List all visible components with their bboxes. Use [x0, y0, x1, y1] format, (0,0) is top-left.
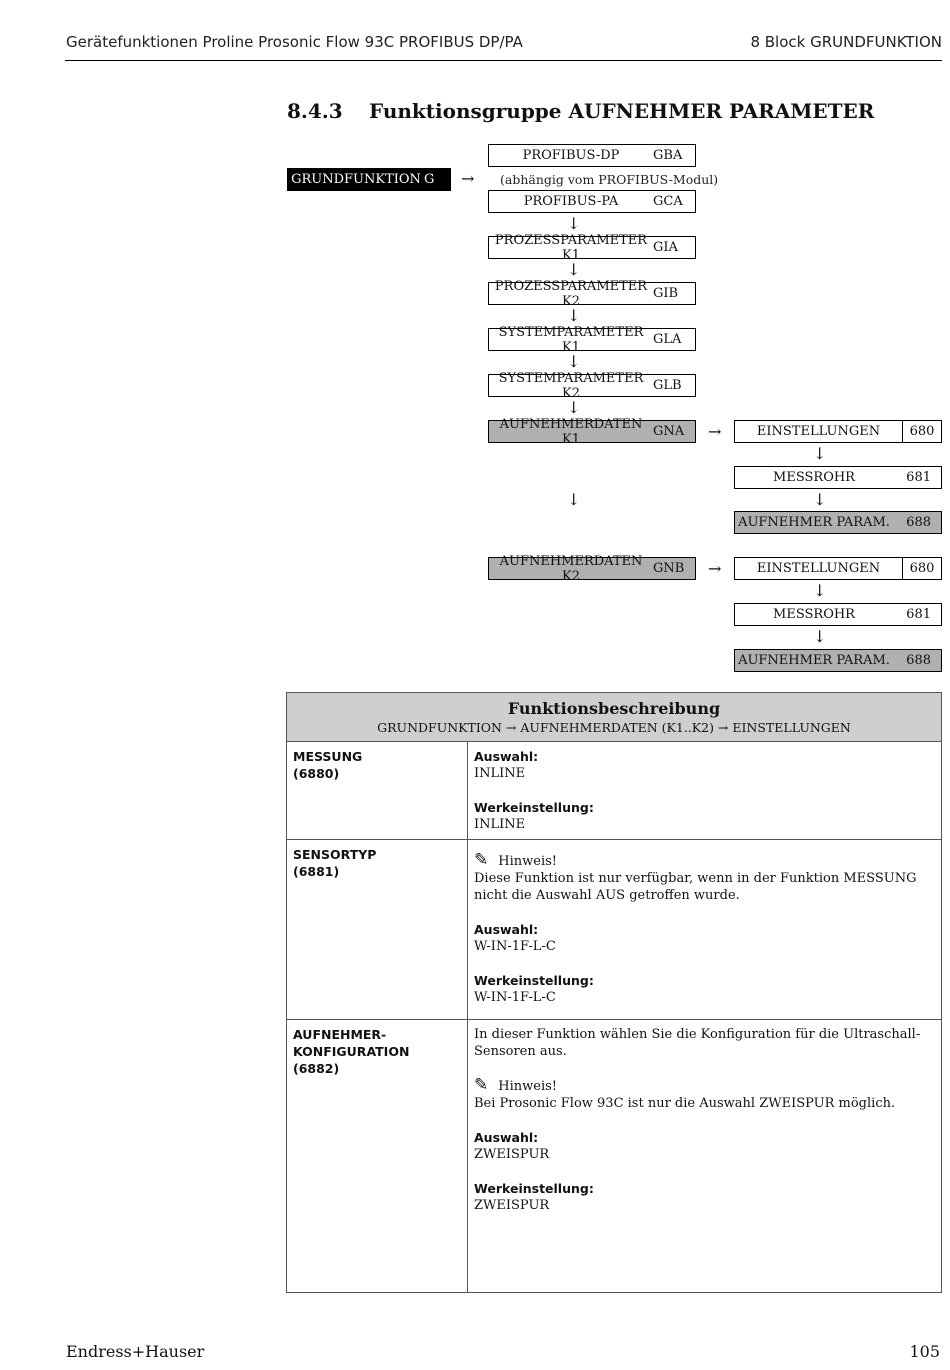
arrow-down: ↓ — [813, 581, 827, 600]
table-title: Funktionsbeschreibung — [507, 699, 721, 718]
function-box-aufnehmer-param-k1 — [734, 511, 942, 534]
section-title: Funktionsgruppe AUFNEHMER PARAMETER — [369, 99, 875, 123]
arrow-down: ↓ — [567, 214, 581, 233]
table-header — [287, 693, 942, 742]
running-header-right: 8 Block GRUNDFUNKTION — [750, 33, 942, 51]
function-code: (6881) — [293, 864, 340, 879]
choice-label: Auswahl: — [474, 1130, 539, 1145]
arrow-down: ↓ — [813, 444, 827, 463]
function-number: 680 — [902, 421, 941, 442]
function-number: 681 — [906, 607, 931, 622]
group-code: GIB — [653, 286, 679, 301]
hint-label: Hinweis! — [498, 1079, 557, 1094]
arrow-down: ↓ — [567, 260, 581, 279]
group-label: AUFNEHMERDATEN K2 — [499, 553, 643, 584]
footer-brand: Endress+Hauser — [66, 1342, 205, 1361]
running-header-left: Gerätefunktionen Proline Prosonic Flow 93C PROFIBUS DP/PA — [66, 33, 523, 51]
root-label: GRUNDFUNKTION — [291, 172, 421, 187]
arrow-down: ↓ — [567, 306, 581, 325]
intro-text: In dieser Funktion wählen Sie die Konfiguration für die Ultraschall-Sensoren aus. — [474, 1027, 921, 1059]
function-label: MESSROHR — [773, 470, 855, 485]
table-row-messung — [287, 742, 942, 840]
arrow-right-k2: → — [708, 559, 722, 578]
profibus-note: (abhängig vom PROFIBUS-Modul) — [500, 172, 719, 187]
section-number: 8.4.3 — [287, 99, 343, 123]
root-box-grundfunktion — [287, 168, 451, 191]
pencil-icon: ✎ — [474, 850, 489, 870]
default-label: Werkeinstellung: — [474, 800, 594, 815]
function-number: 681 — [906, 470, 931, 485]
root-code: G — [424, 172, 435, 187]
choice-label: Auswahl: — [474, 922, 539, 937]
arrow-down: ↓ — [567, 490, 581, 509]
hint-label: Hinweis! — [498, 854, 557, 869]
function-name-cell — [287, 742, 468, 840]
function-number: 688 — [906, 515, 931, 530]
group-box-systemparameter-k2 — [488, 370, 696, 401]
group-label: SYSTEMPARAMETER K2 — [498, 370, 644, 401]
arrow-down: ↓ — [567, 352, 581, 371]
default-value: INLINE — [474, 817, 526, 832]
hint-text: Diese Funktion ist nur verfügbar, wenn in der Funktion MESSUNG nicht die Auswahl AUS getroffen wurde. — [474, 871, 917, 903]
function-description-table — [286, 692, 942, 1293]
header-rule — [65, 60, 942, 61]
choice-value: W-IN-1F-L-C — [474, 939, 556, 954]
hint-line — [474, 1077, 935, 1095]
function-number: 688 — [906, 653, 931, 668]
function-name-cell — [287, 1020, 468, 1293]
group-label: PROZESSPARAMETER K1 — [494, 232, 648, 263]
function-box-messrohr-k1 — [734, 466, 942, 489]
function-name-line1: AUFNEHMER- — [293, 1027, 387, 1042]
choice-value: ZWEISPUR — [474, 1147, 550, 1162]
arrow-down: ↓ — [813, 627, 827, 646]
table-row-aufnehmer-konfiguration — [287, 1020, 942, 1293]
function-name: MESSUNG — [293, 749, 363, 764]
function-label: MESSROHR — [773, 607, 855, 622]
arrow-down: ↓ — [567, 398, 581, 417]
choice-label: Auswahl: — [474, 749, 539, 764]
group-label: PROZESSPARAMETER K2 — [494, 278, 648, 309]
function-name-line2: KONFIGURATION — [293, 1044, 410, 1059]
function-name-cell — [287, 840, 468, 1020]
pencil-icon: ✎ — [474, 1075, 489, 1095]
function-box-einstellungen-k1 — [734, 420, 942, 443]
function-detail-cell — [468, 1020, 942, 1293]
group-code: GNB — [653, 561, 685, 576]
function-label: AUFNEHMER PARAM. — [738, 515, 890, 530]
function-code: (6880) — [293, 766, 340, 781]
function-detail-cell — [468, 840, 942, 1020]
default-label: Werkeinstellung: — [474, 1181, 594, 1196]
arrow-right-root: → — [461, 169, 475, 188]
group-label: AUFNEHMERDATEN K1 — [499, 416, 643, 447]
table-path: GRUNDFUNKTION → AUFNEHMERDATEN (K1..K2) → EINSTELLUNGEN — [377, 720, 851, 735]
table-row-sensortyp — [287, 840, 942, 1020]
choice-value: INLINE — [474, 766, 526, 781]
group-code: GLA — [653, 332, 682, 347]
default-value: W-IN-1F-L-C — [474, 990, 556, 1005]
function-name: SENSORTYP — [293, 847, 377, 862]
function-number: 680 — [902, 558, 941, 579]
group-box-profibus-dp — [488, 144, 696, 167]
group-code: GIA — [653, 240, 678, 255]
arrow-down: ↓ — [813, 490, 827, 509]
group-label: SYSTEMPARAMETER K1 — [498, 324, 644, 355]
hint-line — [474, 852, 935, 870]
function-label: AUFNEHMER PARAM. — [738, 653, 890, 668]
group-box-aufnehmerdaten-k1 — [488, 416, 696, 447]
group-box-aufnehmerdaten-k2 — [488, 553, 696, 584]
function-box-aufnehmer-param-k2 — [734, 649, 942, 672]
default-label: Werkeinstellung: — [474, 973, 594, 988]
function-code: (6882) — [293, 1061, 340, 1076]
hint-text: Bei Prosonic Flow 93C ist nur die Auswahl ZWEISPUR möglich. — [474, 1096, 896, 1111]
group-label: PROFIBUS-DP — [522, 148, 620, 163]
section-heading — [287, 99, 874, 123]
default-value: ZWEISPUR — [474, 1198, 550, 1213]
function-label: EINSTELLUNGEN — [756, 424, 881, 439]
group-box-prozessparameter-k1 — [488, 232, 696, 263]
group-code: GBA — [653, 148, 683, 163]
function-label: EINSTELLUNGEN — [756, 561, 881, 576]
group-code: GNA — [653, 424, 685, 439]
group-label: PROFIBUS-PA — [523, 194, 619, 209]
arrow-right-k1: → — [708, 422, 722, 441]
page-number: 105 — [909, 1342, 940, 1361]
group-box-systemparameter-k1 — [488, 324, 696, 355]
function-box-messrohr-k2 — [734, 603, 942, 626]
group-box-prozessparameter-k2 — [488, 278, 696, 309]
function-detail-cell — [468, 742, 942, 840]
group-code: GLB — [653, 378, 682, 393]
function-box-einstellungen-k2 — [734, 557, 942, 580]
group-code: GCA — [653, 194, 683, 209]
group-box-profibus-pa — [488, 190, 696, 213]
